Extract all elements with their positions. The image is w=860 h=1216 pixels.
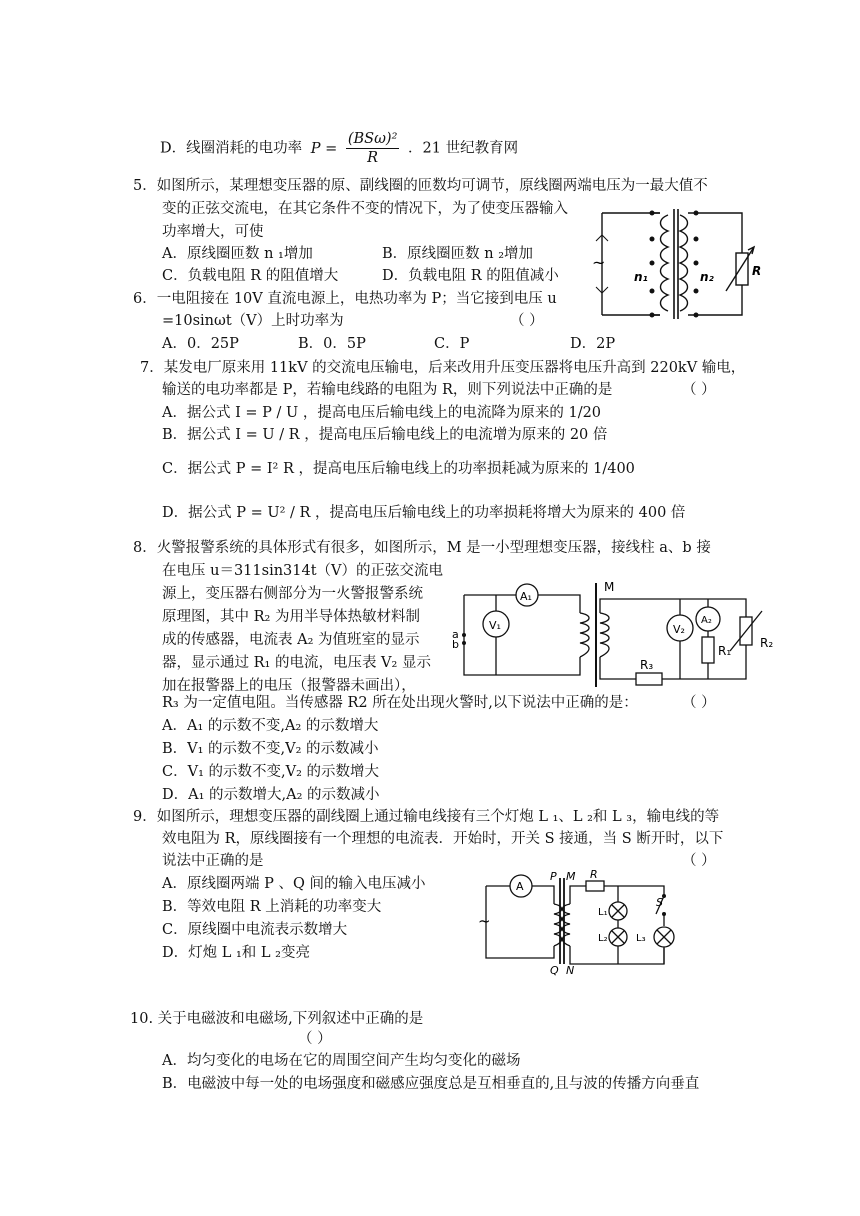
q5-stem-line3: 功率增大，可使 [162, 224, 264, 240]
q4d-fraction-denominator: R [367, 150, 379, 166]
q9-option-d: D．灯炮 L ₁和 L ₂变亮 [162, 945, 310, 961]
q8-fig-voltmeter-v2: V₂ [673, 623, 685, 636]
q4d-formula-lhs: P = [310, 140, 338, 157]
q9-fig-label-l1: L₁ [598, 907, 608, 918]
q8-option-c: C．V₁ 的示数不变,V₂ 的示数增大 [162, 764, 379, 780]
q8-stem-line6: 器，显示通过 R₁ 的电流，电压表 V₂ 显示 [162, 655, 431, 671]
q8-fig-label-m: M [604, 580, 615, 594]
q4d-tail: ．21 世纪教育网 [408, 140, 519, 157]
q8-stem-line8: R₃ 为一定值电阻。当传感器 R2 所在处出现火警时,以下说法中正确的是： [162, 695, 638, 711]
q5-fig-ac-symbol: ~ [592, 253, 606, 272]
q8-fire-alarm-circuit-figure [448, 575, 778, 695]
q8-option-b: B．V₁ 的示数不变,V₂ 的示数减小 [162, 741, 379, 757]
q9-answer-paren: （ ） [682, 853, 716, 869]
q9-fig-label-p: P [550, 870, 557, 883]
q9-fig-label-s: S [656, 896, 663, 909]
q9-fig-label-m: M [566, 870, 576, 883]
q10-answer-paren: （ ） [298, 1031, 332, 1047]
q6-answer-paren: （ ） [510, 313, 544, 329]
q9-fig-label-l2: L₂ [598, 933, 608, 944]
q8-stem-line1: 8．火警报警系统的具体形式有很多，如图所示，M 是一小型理想变压器，接线柱 a、b 接 [133, 540, 711, 556]
q10-option-b: B．电磁波中每一处的电场强度和磁感应强度总是互相垂直的,且与波的传播方向垂直 [162, 1076, 700, 1092]
q6-option-a: A．0．25P [162, 336, 239, 352]
q8-fig-label-r3: R₃ [640, 658, 654, 672]
q8-fig-terminal-b: b [452, 638, 459, 651]
q8-fig-ammeter-a1: A₁ [520, 590, 532, 603]
q4d-fraction [346, 130, 400, 167]
q7-option-d: D．据公式 P = U² / R ，提高电压后输电线上的功率损耗将增大为原来的 400 倍 [162, 505, 686, 521]
q6-stem-line2: =10sinωt（V）上时功率为 [162, 313, 344, 329]
q5-stem-line1: 5．如图所示，某理想变压器的原、副线圈的匝数均可调节，原线圈两端电压为一最大值不 [133, 178, 708, 194]
q10-option-a: A．均匀变化的电场在它的周围空间产生均匀变化的磁场 [162, 1053, 521, 1069]
q5-transformer-figure [590, 205, 760, 325]
q5-stem-line2: 变的正弦交流电，在其它条件不变的情况下，为了使变压器输入 [162, 201, 568, 217]
q9-option-c: C．原线圈中电流表示数增大 [162, 922, 348, 938]
q5-fig-label-n1: n₁ [634, 270, 648, 284]
q8-fig-ammeter-a2: A₂ [701, 615, 712, 626]
q5-option-d: D．负载电阻 R 的阻值减小 [382, 268, 559, 284]
q8-answer-paren: （ ） [682, 695, 716, 711]
q8-fig-voltmeter-v1: V₁ [489, 619, 501, 632]
q7-answer-paren: （ ） [682, 382, 716, 398]
q7-stem-line1: 7．某发电厂原来用 11kV 的交流电压输电，后来改用升压变压器将电压升高到 220kV 输电， [140, 360, 746, 376]
q5-option-c: C．负载电阻 R 的阻值增大 [162, 268, 339, 284]
q7-option-a: A．据公式 I = P / U ，提高电压后输电线上的电流降为原来的 1/20 [162, 405, 602, 421]
q9-fig-ammeter: A [516, 880, 524, 893]
q8-fig-label-r2: R₂ [760, 636, 774, 650]
q8-stem-line2: 在电压 u＝311sin314t（V）的正弦交流电 [162, 563, 444, 579]
q7-option-c: C．据公式 P = I² R ，提高电压后输电线上的功率损耗减为原来的 1/400 [162, 461, 635, 477]
q9-option-b: B．等效电阻 R 上消耗的功率变大 [162, 899, 382, 915]
q8-fig-label-r1: R₁ [718, 644, 732, 658]
q5-fig-label-n2: n₂ [700, 270, 714, 284]
q9-stem-line3: 说法中正确的是 [162, 853, 264, 869]
q8-stem-line3: 源上，变压器右侧部分为一火警报警系统 [162, 586, 423, 602]
q4-option-d [160, 130, 518, 167]
q9-transformer-lamps-figure [478, 868, 698, 976]
q4d-label: D．线圈消耗的电功率 [160, 140, 303, 157]
q4d-fraction-numerator: (BSω)² [347, 131, 398, 147]
q9-fig-label-n: N [566, 964, 575, 977]
q8-stem-line5: 成的传感器，电流表 A₂ 为值班室的显示 [162, 632, 420, 648]
q6-option-d: D．2P [570, 336, 616, 352]
q8-option-a: A．A₁ 的示数不变,A₂ 的示数增大 [162, 718, 379, 734]
q10-stem-line1: 10. 关于电磁波和电磁场,下列叙述中正确的是 [130, 1011, 424, 1027]
q9-stem-line1: 9．如图所示，理想变压器的副线圈上通过输电线接有三个灯炮 L ₁、L ₂和 L ₃，输电线的等 [133, 809, 720, 825]
q5-fig-label-r: R [752, 264, 762, 278]
q7-option-b: B．据公式 I = U / R ，提高电压后输电线上的电流增为原来的 20 倍 [162, 427, 608, 443]
q9-fig-label-l3: L₃ [636, 933, 646, 944]
q9-fig-ac-symbol: ~ [478, 912, 491, 930]
q8-stem-line4: 原理图，其中 R₂ 为用半导体热敏材料制 [162, 609, 420, 625]
q5-option-a: A．原线圈匝数 n ₁增加 [162, 246, 313, 262]
q9-fig-label-r: R [590, 868, 598, 881]
q9-option-a: A．原线圈两端 P 、Q 间的输入电压减小 [162, 876, 426, 892]
q5-option-b: B．原线圈匝数 n ₂增加 [382, 246, 534, 262]
q8-fig-terminal-a: a [452, 628, 459, 641]
q8-stem-line7: 加在报警器上的电压（报警器未画出）， [162, 678, 416, 694]
q8-option-d: D．A₁ 的示数增大,A₂ 的示数减小 [162, 787, 380, 803]
q9-fig-label-q: Q [550, 964, 559, 977]
q6-option-b: B．0．5P [298, 336, 366, 352]
q6-option-c: C．P [434, 336, 470, 352]
q7-stem-line2: 输送的电功率都是 P，若输电线路的电阻为 R，则下列说法中正确的是 [162, 382, 613, 398]
q9-stem-line2: 效电阻为 R，原线圈接有一个理想的电流表．开始时，开关 S 接通，当 S 断开时，以下 [162, 831, 724, 847]
q6-stem-line1: 6．一电阻接在 10V 直流电源上，电热功率为 P；当它接到电压 u [133, 291, 557, 307]
